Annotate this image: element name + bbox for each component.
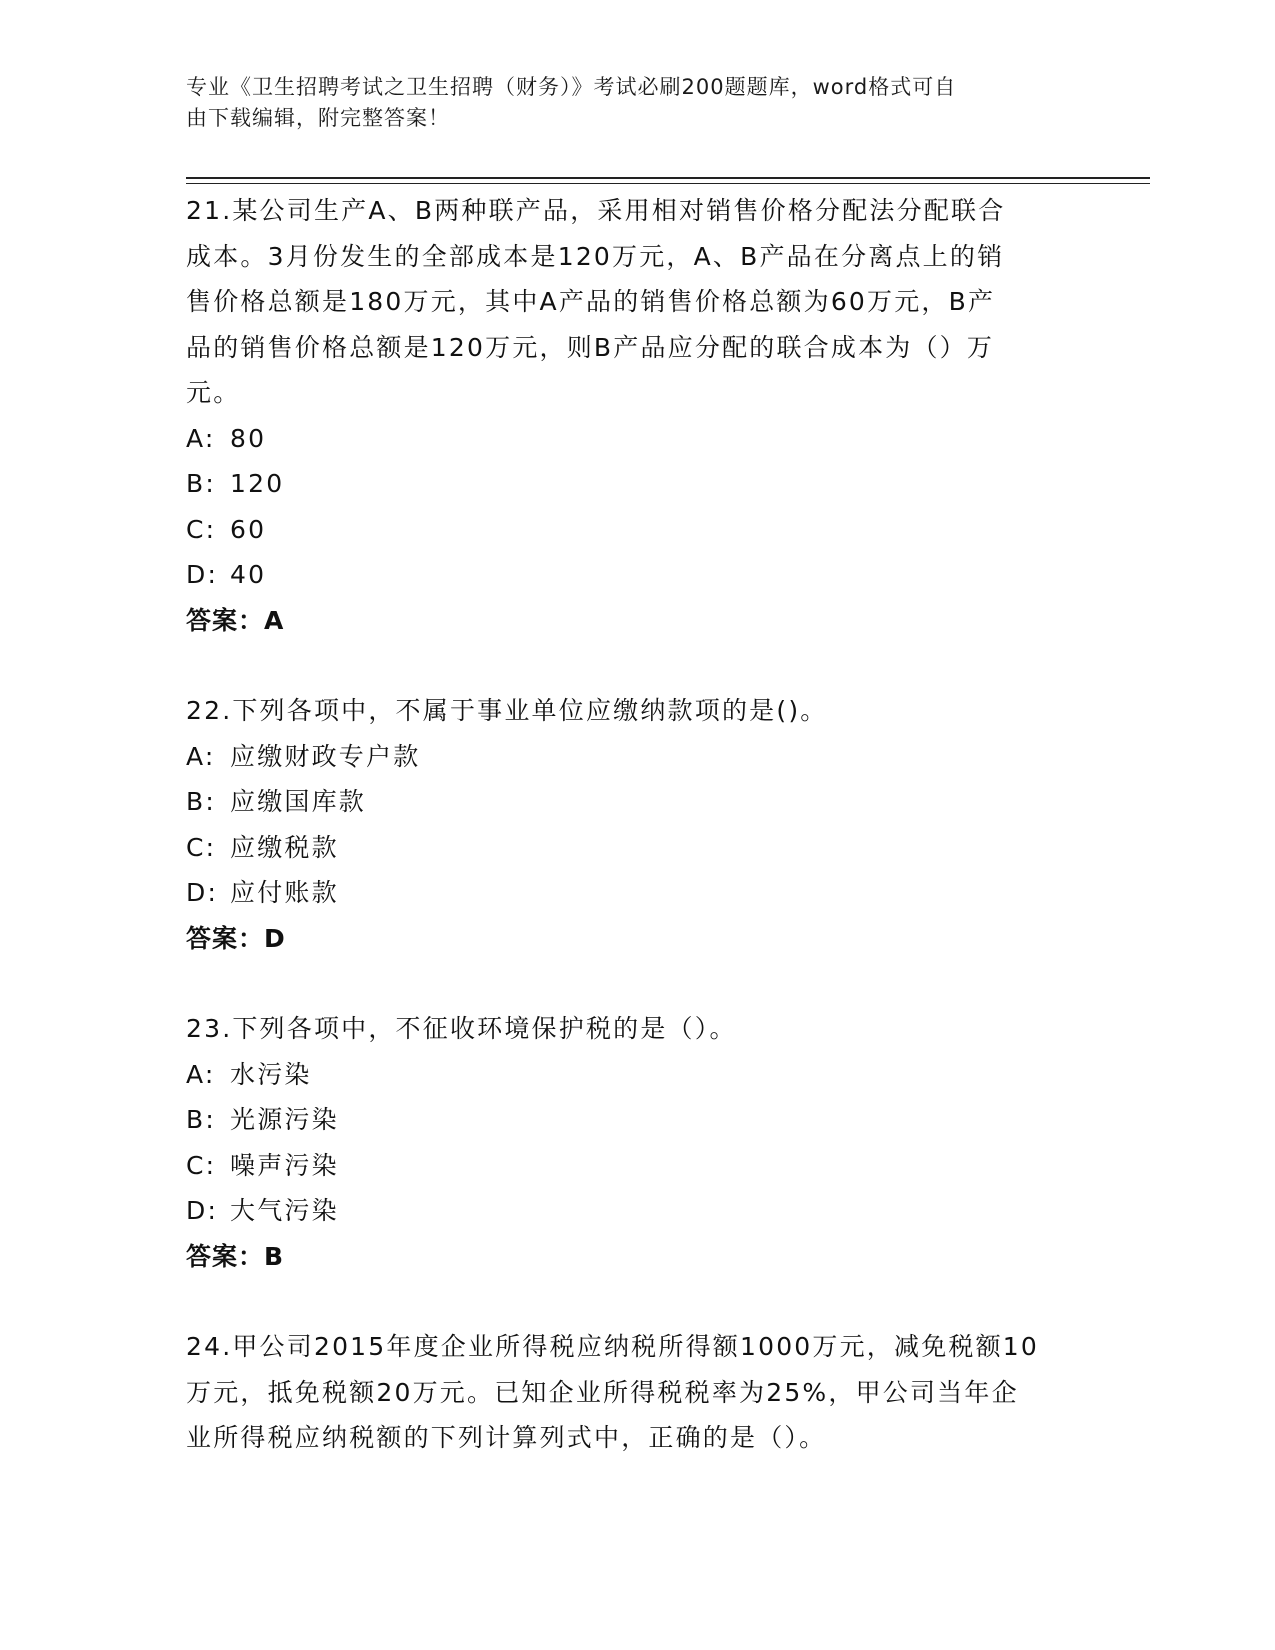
answer-line: 答案：B (186, 1241, 285, 1271)
option-d (186, 552, 1076, 598)
option-key: C: (186, 1150, 217, 1180)
question-24 (186, 1324, 1076, 1461)
option-key: D: (186, 878, 219, 907)
option-key: B: (186, 469, 216, 498)
option-text: 水污染 (230, 1059, 312, 1089)
header-line-1: 专业《卫生招聘考试之卫生招聘（财务）》考试必刷200题题库，word格式可自 (186, 75, 957, 99)
option-text: 应缴税款 (230, 832, 339, 862)
option-text: 光源污染 (230, 1105, 339, 1134)
question-text-line: 22.下列各项中，不属于事业单位应缴纳款项的是()。 (186, 696, 828, 725)
option-d (186, 870, 1076, 916)
option-c (186, 1143, 1076, 1189)
question-text-line: 成本。3月份发生的全部成本是120万元，A、B产品在分离点上的销 (186, 241, 1005, 271)
answer-line: 答案：A (186, 605, 285, 635)
option-c (186, 825, 1076, 871)
option-key: A: (186, 741, 216, 771)
question-list (186, 188, 1076, 1461)
question-21 (186, 188, 1076, 643)
question-text-line: 售价格总额是180万元，其中A产品的销售价格总额为60万元，B产 (186, 287, 996, 316)
option-b (186, 779, 1076, 825)
option-a (186, 1052, 1076, 1098)
question-text-line: 业所得税应纳税额的下列计算列式中，正确的是（）。 (186, 1423, 827, 1452)
question-text-line: 品的销售价格总额是120万元，则B产品应分配的联合成本为（）万 (186, 332, 995, 362)
option-key: C: (186, 832, 217, 862)
option-d (186, 1188, 1076, 1234)
option-text: 应缴国库款 (230, 787, 367, 816)
option-b (186, 1097, 1076, 1143)
document-header (186, 72, 1066, 134)
question-text-line: 24.甲公司2015年度企业所得税应纳税所得额1000万元，减免税额10 (186, 1332, 1040, 1361)
option-text: 大气污染 (230, 1196, 339, 1225)
question-spacer (186, 643, 1076, 688)
question-text-line: 万元，抵免税额20万元。已知企业所得税税率为25%，甲公司当年企 (186, 1377, 1019, 1407)
question-text-line: 元。 (186, 378, 241, 407)
question-spacer (186, 961, 1076, 1006)
option-b (186, 461, 1076, 507)
option-key: A: (186, 1059, 216, 1089)
option-text: 60 (230, 514, 267, 544)
header-line-2: 由下载编辑，附完整答案！ (186, 106, 450, 130)
option-c (186, 507, 1076, 553)
question-text-line: 23.下列各项中，不征收环境保护税的是（）。 (186, 1014, 737, 1043)
header-divider-thick (186, 177, 1150, 179)
option-a (186, 734, 1076, 780)
question-spacer (186, 1279, 1076, 1324)
option-key: B: (186, 1105, 216, 1134)
option-key: D: (186, 560, 219, 589)
option-text: 40 (230, 560, 267, 589)
question-text-line: 21.某公司生产A、B两种联产品，采用相对销售价格分配法分配联合 (186, 196, 1006, 225)
option-key: D: (186, 1196, 219, 1225)
question-23 (186, 1006, 1076, 1279)
option-a (186, 416, 1076, 462)
option-key: B: (186, 787, 216, 816)
option-text: 应付账款 (230, 878, 339, 907)
option-text: 120 (230, 469, 285, 498)
option-key: A: (186, 423, 216, 453)
question-22 (186, 688, 1076, 961)
option-text: 应缴财政专户款 (230, 741, 421, 771)
option-key: C: (186, 514, 217, 544)
header-divider-thin (186, 183, 1150, 184)
option-text: 80 (230, 423, 267, 453)
answer-line: 答案：D (186, 923, 286, 953)
option-text: 噪声污染 (230, 1150, 339, 1180)
